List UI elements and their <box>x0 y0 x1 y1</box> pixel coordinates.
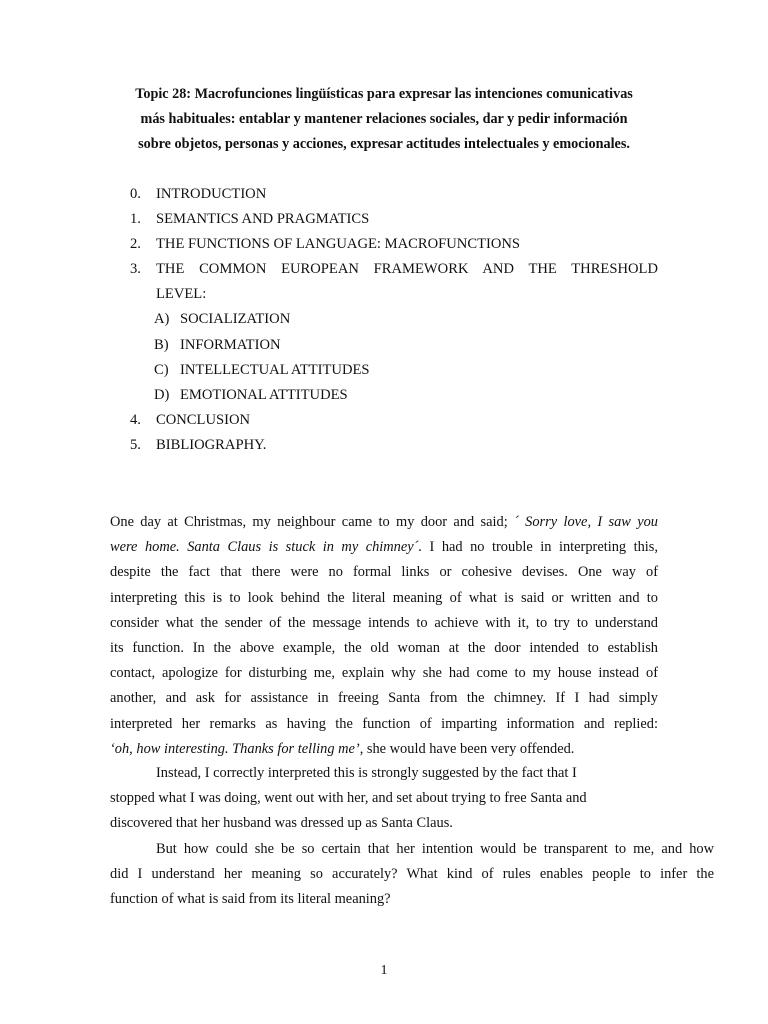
toc-label: THE COMMON EUROPEAN FRAMEWORK AND THE THRESHOLD <box>156 261 658 278</box>
paragraph-line: did I understand her meaning so accurately? What kind of rules enables people to infer the <box>110 866 714 883</box>
toc-sub-letter: C) <box>154 361 169 378</box>
toc-sub-letter: B) <box>154 336 169 353</box>
toc-item-semantics <box>130 207 658 232</box>
toc-subitem-information <box>130 333 658 358</box>
paragraph-line: despite the fact that there were no formal links or cohesive devises. One way of <box>110 564 658 581</box>
paragraph-line <box>110 535 658 560</box>
toc-label: THE FUNCTIONS OF LANGUAGE: MACROFUNCTIONS <box>156 236 521 253</box>
toc-item-framework <box>130 257 658 307</box>
toc-sub-letter: D) <box>154 386 170 403</box>
paragraph-1 <box>110 510 658 762</box>
toc-item-bibliography <box>130 433 658 458</box>
toc-number: 1. <box>130 211 141 228</box>
paragraph-line: interpreted her remarks as having the function of imparting information and replied: <box>110 715 658 732</box>
table-of-contents <box>130 182 658 458</box>
toc-label: CONCLUSION <box>156 411 251 428</box>
toc-item-functions <box>130 232 658 257</box>
title-line-3: sobre objetos, personas y acciones, expresar actitudes intelectuales y emocionales. <box>138 136 630 152</box>
toc-item-conclusion <box>130 408 658 433</box>
paragraph-line: another, and ask for assistance in freeing Santa from the chimney. If I had simply <box>110 690 658 707</box>
paragraph-3 <box>110 837 714 913</box>
toc-item-introduction <box>130 182 658 207</box>
text-run: One day at Christmas, my neighbour came to my door and said; <box>110 514 508 530</box>
paragraph-line: function of what is said from its literal meaning? <box>110 891 391 908</box>
paragraph-2 <box>110 761 658 837</box>
toc-sub-letter: A) <box>154 311 170 328</box>
title-line-2: más habituales: entablar y mantener relaciones sociales, dar y pedir información <box>140 111 628 127</box>
toc-number: 4. <box>130 411 141 428</box>
title-line-1: Topic 28: Macrofunciones lingüísticas para expresar las intenciones comunicativas <box>135 86 633 102</box>
paragraph-line: consider what the sender of the message intends to achieve with it, to try to understand <box>110 614 658 631</box>
quote-text: ´ Sorry love, I saw you <box>514 514 658 530</box>
toc-sub-label: SOCIALIZATION <box>180 311 291 328</box>
toc-label: BIBLIOGRAPHY. <box>156 436 267 453</box>
toc-label: INTRODUCTION <box>156 186 267 202</box>
toc-sub-label: EMOTIONAL ATTITUDES <box>180 386 348 403</box>
toc-sub-label: INFORMATION <box>180 336 281 353</box>
toc-label-continued: LEVEL: <box>156 286 207 303</box>
paragraph-line: discovered that her husband was dressed up as Santa Claus. <box>110 815 453 832</box>
toc-label: SEMANTICS AND PRAGMATICS <box>156 211 370 228</box>
quote-text: were home. Santa Claus is stuck in my chimney´. <box>110 539 423 556</box>
page-number: 1 <box>380 963 388 978</box>
document-title <box>100 82 668 157</box>
toc-subitem-intellectual <box>130 358 658 383</box>
text-run: I had no trouble in interpreting this, <box>429 539 658 556</box>
toc-subitem-emotional <box>130 383 658 408</box>
toc-sub-label: INTELLECTUAL ATTITUDES <box>180 361 370 378</box>
paragraph-line: interpreting this is to look behind the literal meaning of what is said or written and to <box>110 589 658 606</box>
toc-number: 3. <box>130 261 141 278</box>
paragraph-line: stopped what I was doing, went out with her, and set about trying to free Santa and <box>110 790 587 807</box>
paragraph-line <box>110 737 658 762</box>
paragraph-line: contact, apologize for disturbing me, explain why she had come to my house instead of <box>110 665 658 682</box>
paragraph-line: its function. In the above example, the old woman at the door intended to establish <box>110 640 658 657</box>
toc-number: 0. <box>130 186 141 202</box>
toc-number: 2. <box>130 236 141 253</box>
paragraph-line: But how could she be so certain that her intention would be transparent to me, and how <box>156 841 714 857</box>
paragraph-line <box>110 510 658 535</box>
toc-subitem-socialization <box>130 307 658 332</box>
quote-text: ‘oh, how interesting. Thanks for telling me’ <box>110 740 360 757</box>
text-run: , she would have been very offended. <box>359 740 575 757</box>
paragraph-line: Instead, I correctly interpreted this is strongly suggested by the fact that I <box>156 765 577 781</box>
toc-number: 5. <box>130 436 141 453</box>
